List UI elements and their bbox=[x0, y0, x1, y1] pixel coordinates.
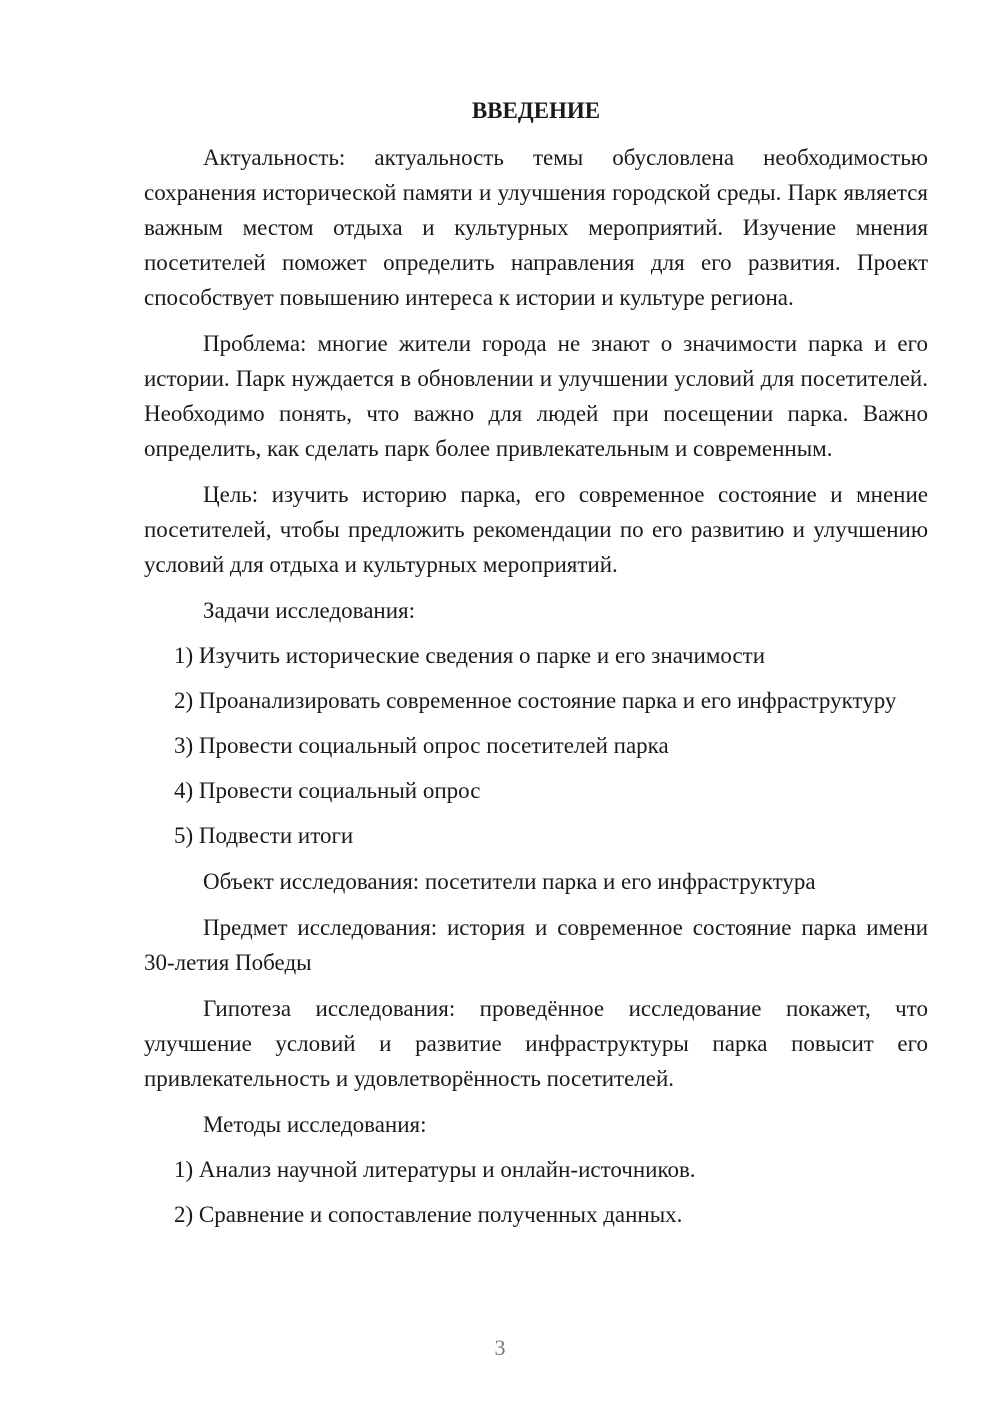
relevance-paragraph: Актуальность: актуальность темы обусловлена необходимостью сохранения исторической памяти и улучшения городской среды. Парк является важным местом отдыха и культурных мероприятий. Изучение мнения посетителей поможет определить направления для его развития. Проект способствует повышению интереса к истории и культуре региона. bbox=[144, 145, 928, 310]
object-paragraph: Объект исследования: посетители парка и его инфраструктура bbox=[203, 869, 816, 894]
page-title: ВВЕДЕНИЕ bbox=[471, 98, 601, 123]
task-item-2: 2) Проанализировать современное состояние парка и его инфраструктуру bbox=[174, 688, 897, 713]
hypothesis-paragraph: Гипотеза исследования: проведённое исследование покажет, что улучшение условий и развитие инфраструктуры парка повысит его привлекательность и удовлетворённость посетителей. bbox=[144, 996, 928, 1091]
page-number: 3 bbox=[494, 1335, 506, 1360]
task-item-4: 4) Провести социальный опрос bbox=[174, 778, 481, 803]
goal-paragraph: Цель: изучить историю парка, его современное состояние и мнение посетителей, чтобы предложить рекомендации по его развитию и улучшению условий для отдыха и культурных мероприятий. bbox=[144, 482, 928, 577]
methods-title: Методы исследования: bbox=[203, 1112, 427, 1137]
method-item-1: 1) Анализ научной литературы и онлайн-источников. bbox=[174, 1157, 696, 1182]
method-item-2: 2) Сравнение и сопоставление полученных данных. bbox=[174, 1202, 683, 1227]
tasks-title: Задачи исследования: bbox=[203, 598, 416, 623]
problem-paragraph: Проблема: многие жители города не знают о значимости парка и его истории. Парк нуждается в обновлении и улучшении условий для посетителей. Необходимо понять, что важно для людей при посещении парка. Важно определить, как сделать парк более привлекательным и современным. bbox=[144, 331, 928, 461]
subject-paragraph: Предмет исследования: история и современное состояние парка имени 30-летия Победы bbox=[144, 915, 928, 975]
task-item-5: 5) Подвести итоги bbox=[174, 823, 354, 848]
page-content bbox=[144, 96, 928, 1242]
task-item-3: 3) Провести социальный опрос посетителей парка bbox=[174, 733, 669, 758]
task-item-1: 1) Изучить исторические сведения о парке и его значимости bbox=[174, 643, 766, 668]
